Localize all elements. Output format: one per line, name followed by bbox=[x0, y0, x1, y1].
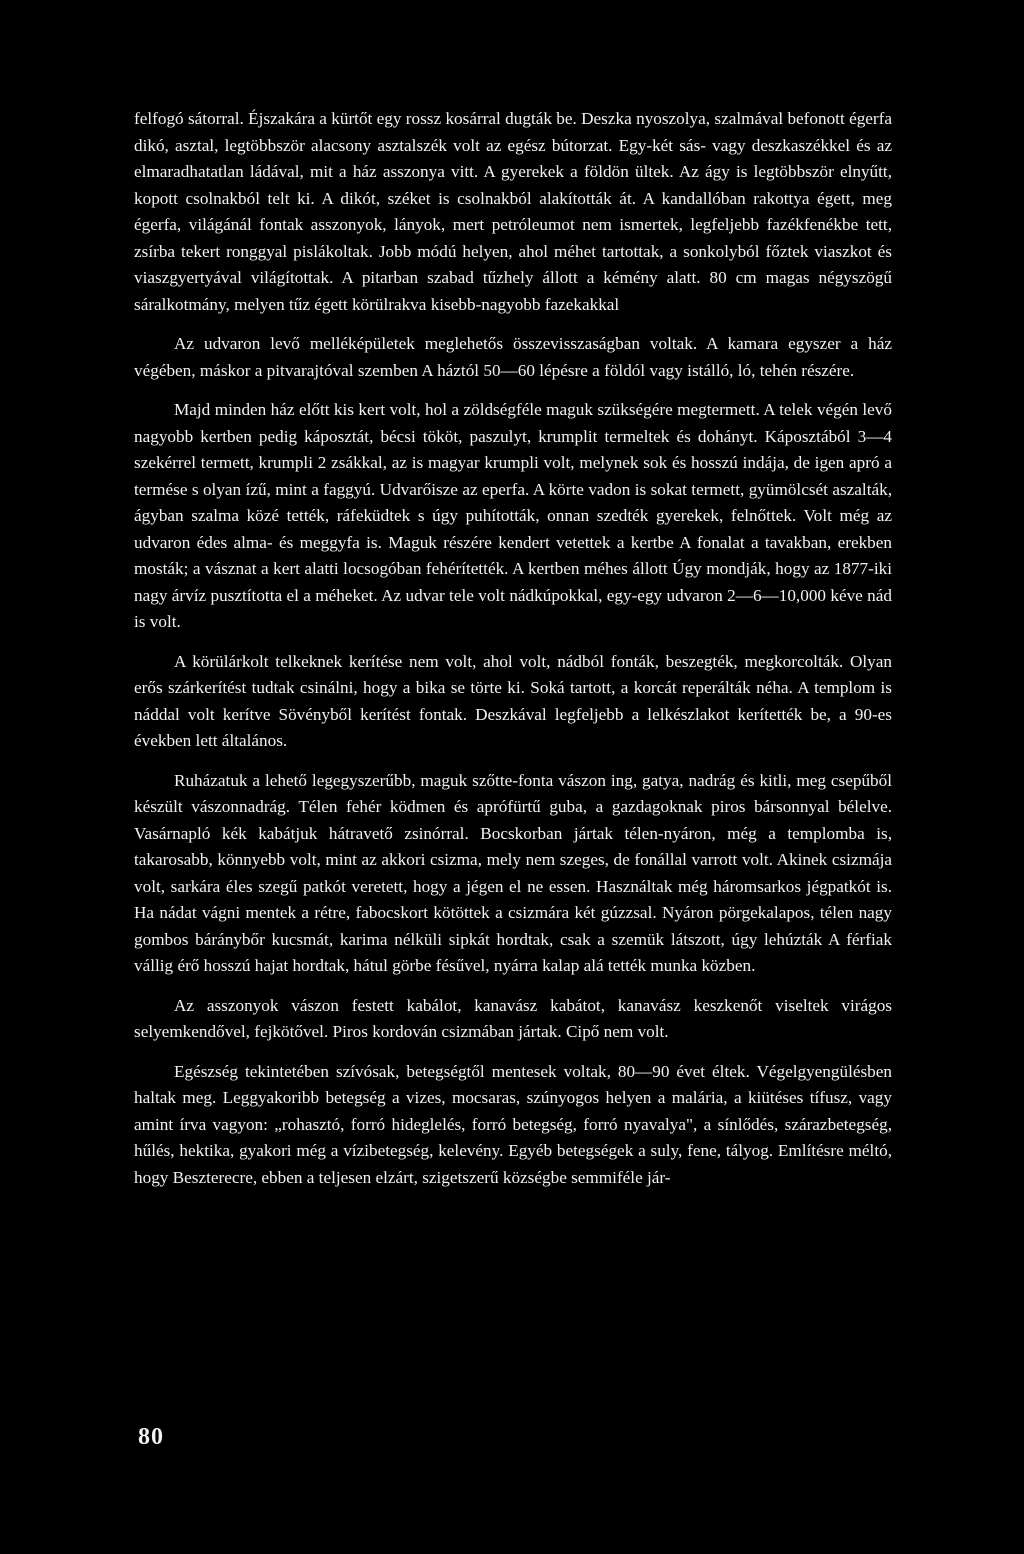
paragraph-2: Az udvaron levő melléképületek meglehetős összevisszaságban voltak. A kamara egyszer a ház végében, máskor a pitvarajtóval szemben A háztól 50—60 lépésre a földól vagy istálló, ló, tehén részére. bbox=[134, 334, 892, 380]
body-text bbox=[134, 106, 892, 1204]
paragraph-1: felfogó sátorral. Éjszakára a kürtőt egy rossz kosárral dugták be. Deszka nyoszolya, szalmával befonott égerfa dikó, asztal, legtöbbször alacsony asztalszék volt az egész bútorzat. Egy-két sás- vagy deszkaszékkel és az elmaradhatatlan ládával, mit a ház asszonya vitt. A gyerekek a földön ültek. Az ágy is legtöbbször elnyűtt, kopott csolnakból telt ki. A dikót, széket is csolnakból alakították át. A kandallóban rakottya égett, meg égerfa, világánál fontak asszonyok, lányok, mert petróleumot nem ismertek, legfeljebb fazékfenékbe tett, zsírba tekert ronggyal pislákoltak. Jobb módú helyen, ahol méhet tartottak, a sonkolyból főztek viaszkot és viaszgyertyával világítottak. A pitarban szabad tűzhely állott a kémény alatt. 80 cm magas négyszögű sáralkotmány, melyen tűz égett körülrakva kisebb-nagyobb fazekakkal bbox=[134, 109, 892, 314]
paragraph-6: Az asszonyok vászon festett kabálot, kanavász kabátot, kanavász keszkenőt viseltek virágos selyemkendővel, fejkötővel. Piros kordován csizmában jártak. Cipő nem volt. bbox=[134, 995, 892, 1041]
paragraph-3: Majd minden ház előtt kis kert volt, hol a zöldségféle maguk szükségére megtermett. A telek végén levő nagyobb kertben pedig káposztát, bécsi tököt, paszulyt, krumplit termeltek és dohányt. Káposztából 3—4 szekérrel termett, krumpli 2 zsákkal, az is magyar krumpli volt, melynek sok és hosszú indája, de igen apró a termése s olyan ízű, mint a faggyú. Udvarőisze az eperfa. A körte vadon is sokat termett, gyümölcsét aszalták, ágyban szalma közé tették, ráfeküdtek s úgy puhították, onnan szedték gyerekek, felnőttek. Volt még az udvaron édes alma- és meggyfa is. Maguk részére kendert vetettek a kertbe A fonalat a tavakban, erekben mosták; a vásznat a kert alatti locsogóban fehérítették. A kertben méhes állott Úgy mondják, hogy az 1877-iki nagy árvíz pusztította el a méheket. Az udvar tele volt nádkúpokkal, egy-egy udvaron 2—6—10,000 kéve nád is volt. bbox=[134, 400, 892, 631]
paragraph-7: Egészség tekintetében szívósak, betegségtől mentesek voltak, 80—90 évet éltek. Végelgyengülésben haltak meg. Leggyakoribb betegség a vizes, mocsaras, szúnyogos helyen a malária, a kiütéses tífusz, vagy amint írva vagyon: „rohasztó, forró hideglelés, forró betegség, forró nyavalya", a sínlődés, szárazbetegség, hűlés, hektika, gyakori még a vízibetegség, kelevény. Egyéb betegségek a suly, fene, tályog. Említésre méltó, hogy Beszterecre, ebben a teljesen elzárt, szigetszerű községbe semmiféle jár- bbox=[134, 1061, 892, 1187]
paragraph-4: A körülárkolt telkeknek kerítése nem volt, ahol volt, nádból fonták, beszegték, megkorcolták. Olyan erős szárkerítést tudtak csinálni, hogy a bika se törte ki. Soká tartott, a korcát reperálták néha. A templom is náddal volt kerítve Sövényből kerítést fontak. Deszkával legfeljebb a lelkészlakot kerítették be, a 90-es években lett általános. bbox=[134, 651, 892, 750]
paragraph-5: Ruházatuk a lehető legegyszerűbb, maguk szőtte-fonta vászon ing, gatya, nadrág és kitli, meg csepűből készült vászonnadrág. Télen fehér ködmen és aprófürtű guba, a gazdagoknak piros bársonnyal bélelve. Vasárnapló kék kabátjuk hátravető zsinórral. Bocskorban jártak télen-nyáron, még a templomba is, takarosabb, könnyebb volt, mint az akkori csizma, mely nem szeges, de fonállal varrott volt. Akinek csizmája volt, sarkára éles szegű patkót veretett, hogy a jégen el ne essen. Használtak még háromsarkos jégpatkót is. Ha nádat vágni mentek a rétre, fabocskort kötöttek a csizmára két gúzzsal. Nyáron pörgekalapos, télen nagy gombos báránybőr kucsmát, karima nélküli sipkát hordtak, csak a szemük látszott, úgy lehúzták A férfiak vállig érő hosszú hajat hordtak, hátul görbe fésűvel, nyárra kalap alá tették munka közben. bbox=[134, 770, 892, 975]
page-number: 80 bbox=[138, 1424, 164, 1450]
